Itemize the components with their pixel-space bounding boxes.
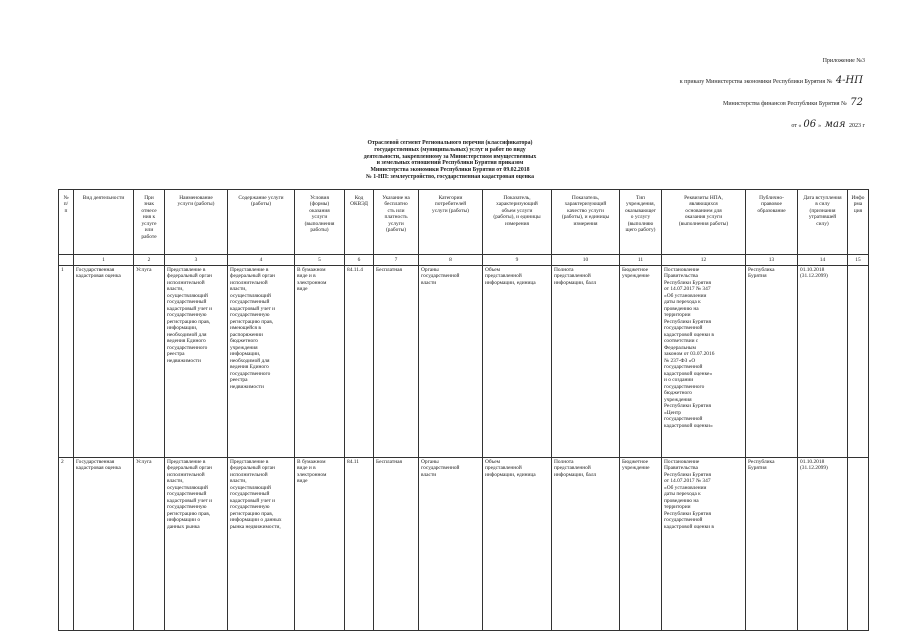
- table-cell: Бюджетное учреждение: [620, 458, 662, 631]
- table-cell: Бесплатная: [374, 458, 419, 631]
- table-cell: Услуга: [134, 266, 165, 458]
- table-cell: Полнота представленной информации, балл: [552, 458, 620, 631]
- table-cell: Государственная кадастровая оценка: [74, 458, 134, 631]
- title-line: государственных (муниципальных) услуг и работ по виду: [374, 146, 526, 153]
- column-number-cell: 14: [798, 255, 848, 266]
- column-header: Реквизиты НПА, являющихся основанием для оказания услуги (выполнения работы): [662, 190, 746, 255]
- column-number-cell: 3: [165, 255, 228, 266]
- table-row: [59, 458, 869, 631]
- column-header: Показатель, характеризующий качество услуги (работы), и единицы измерения: [552, 190, 620, 255]
- table-cell: Представление в федеральный орган исполнительной власти, осуществляющий государственный кадастровый учет и государственную регистрацию прав, информации, необходимой для ведения Единого государственного реестра недвижимости: [165, 266, 228, 458]
- table-header-row: [59, 190, 869, 255]
- column-header: № п/ п: [59, 190, 74, 255]
- appendix-header: [680, 58, 865, 130]
- table-cell: Органы государственной власти: [419, 458, 483, 631]
- appendix-ministry-line: Министерства финансов Республики Бурятия № 72: [722, 97, 863, 108]
- table-cell: Представление в федеральный орган исполнительной власти, осуществляющий государственный кадастровый учет и государственную регистрацию прав, имеющейся в распоряжении бюджетного учреждения информации, необходимой для ведения Единого государственного реестра недвижимости: [228, 266, 295, 458]
- column-header: Категории потребителей услуги (работы): [419, 190, 483, 255]
- column-header: Содержание услуги (работы): [228, 190, 295, 255]
- column-number-cell: [59, 255, 74, 266]
- title-line: № 1-НП: землеустройство, государственная кадастровая оценка: [365, 174, 535, 181]
- table-row: [59, 266, 869, 458]
- table-cell: Услуга: [134, 458, 165, 631]
- handwritten-day: 06: [803, 119, 817, 130]
- column-number-cell: 5: [295, 255, 345, 266]
- handwritten-order-number: 4-НП: [835, 75, 863, 86]
- column-number-cell: 4: [228, 255, 295, 266]
- table-cell: [848, 458, 869, 631]
- table-cell: 01.10.2018 (31.12.2099): [798, 458, 848, 631]
- table-cell: Постановление Правительства Республики Бурятия от 14.07.2017 № 347 «Об установлении даты перехода к проведению на территории Республики Бурятия государственной кадастровой оценки в: [662, 458, 746, 631]
- title-line: Министерства экономики Республики Бурятия от 09.02.2018: [370, 167, 530, 174]
- column-header: Наименование услуги (работы): [165, 190, 228, 255]
- table-cell: [848, 266, 869, 458]
- table-cell: Бесплатная: [374, 266, 419, 458]
- column-header: Код ОКВЭД: [345, 190, 374, 255]
- column-number-row: [59, 255, 869, 266]
- column-number-cell: 11: [620, 255, 662, 266]
- table-cell: Органы государственной власти: [419, 266, 483, 458]
- column-number-cell: 7: [374, 255, 419, 266]
- table-cell: Объем представленной информации, единица: [483, 458, 552, 631]
- column-number-cell: 12: [662, 255, 746, 266]
- handwritten-month: мая: [824, 119, 846, 130]
- table-cell: Полнота представленной информации, балл: [552, 266, 620, 458]
- column-header: Публично- правовое образование: [746, 190, 798, 255]
- column-number-cell: 8: [419, 255, 483, 266]
- column-number-cell: 13: [746, 255, 798, 266]
- column-number-cell: 10: [552, 255, 620, 266]
- table-cell: Государственная кадастровая оценка: [74, 266, 134, 458]
- appendix-date-line: от « 06 » мая 2023 г: [791, 119, 865, 130]
- table-cell: 2: [59, 458, 74, 631]
- column-number-cell: 2: [134, 255, 165, 266]
- table-cell: Постановление Правительства Республики Бурятия от 14.07.2017 № 347 «Об установлении даты перехода к проведению на территории Республики Бурятия государственной кадастровой оценки в соответствии с Федеральным законом от 03.07.2016 № 237-ФЗ «О государственной кадастровой оценке» и о создании государственного бюджетного учреждения Республики Бурятия «Центр государственной кадастровой оценки»: [662, 266, 746, 458]
- table-cell: В бумажном виде и в электронном виде: [295, 458, 345, 631]
- title-line: и земельных отношений Республики Бурятия приказом: [376, 160, 524, 167]
- handwritten-ministry-number: 72: [850, 97, 863, 108]
- column-header: Показатель, характеризующий объем услуги (работы), и единицы измерения: [483, 190, 552, 255]
- table-cell: 84.11.4: [345, 266, 374, 458]
- column-header: Вид деятельности: [74, 190, 134, 255]
- table-cell: Представление в федеральный орган исполнительной власти, осуществляющий государственный кадастровый учет и государственную регистрацию прав, информации о данных рынка недвижимости,: [228, 458, 295, 631]
- document-title: [300, 140, 600, 181]
- table-cell: 1: [59, 266, 74, 458]
- appendix-number: Приложение №3: [822, 58, 865, 64]
- table-cell: Бюджетное учреждение: [620, 266, 662, 458]
- column-header: Инфо рма ция: [848, 190, 869, 255]
- title-line: Отраслевой сегмент Регионального перечня (классификатора): [367, 140, 533, 146]
- column-header: Условия (формы) оказания услуги (выполнения работы): [295, 190, 345, 255]
- table-cell: Республика Бурятия: [746, 266, 798, 458]
- column-number-cell: 9: [483, 255, 552, 266]
- appendix-order-line: к приказу Министерства экономики Республики Бурятия № 4-НП: [679, 75, 863, 86]
- table-cell: Объем представленной информации, единица: [483, 266, 552, 458]
- title-line: деятельности, закрепленному за Министерством имущественных: [363, 153, 537, 160]
- table-cell: Республика Бурятия: [746, 458, 798, 631]
- services-table: [58, 189, 869, 631]
- column-number-cell: 1: [74, 255, 134, 266]
- column-header: Дата вступления в силу (признания утратившей силу): [798, 190, 848, 255]
- table-cell: В бумажном виде и в электронном виде: [295, 266, 345, 458]
- column-header: При знак отнесе ния к услуге или работе: [134, 190, 165, 255]
- table-cell: Представление в федеральный орган исполнительной власти, осуществляющий государственный кадастровый учет и государственную регистрацию прав, информации о данных рынка: [165, 458, 228, 631]
- column-number-cell: 15: [848, 255, 869, 266]
- table-cell: 01.10.2018 (31.12.2099): [798, 266, 848, 458]
- column-header: Указание на бесплатно сть или платность услуги (работы): [374, 190, 419, 255]
- column-header: Тип учреждения, оказывающег о услугу (выполняю щего работу): [620, 190, 662, 255]
- table-cell: 84.11: [345, 458, 374, 631]
- column-number-cell: 6: [345, 255, 374, 266]
